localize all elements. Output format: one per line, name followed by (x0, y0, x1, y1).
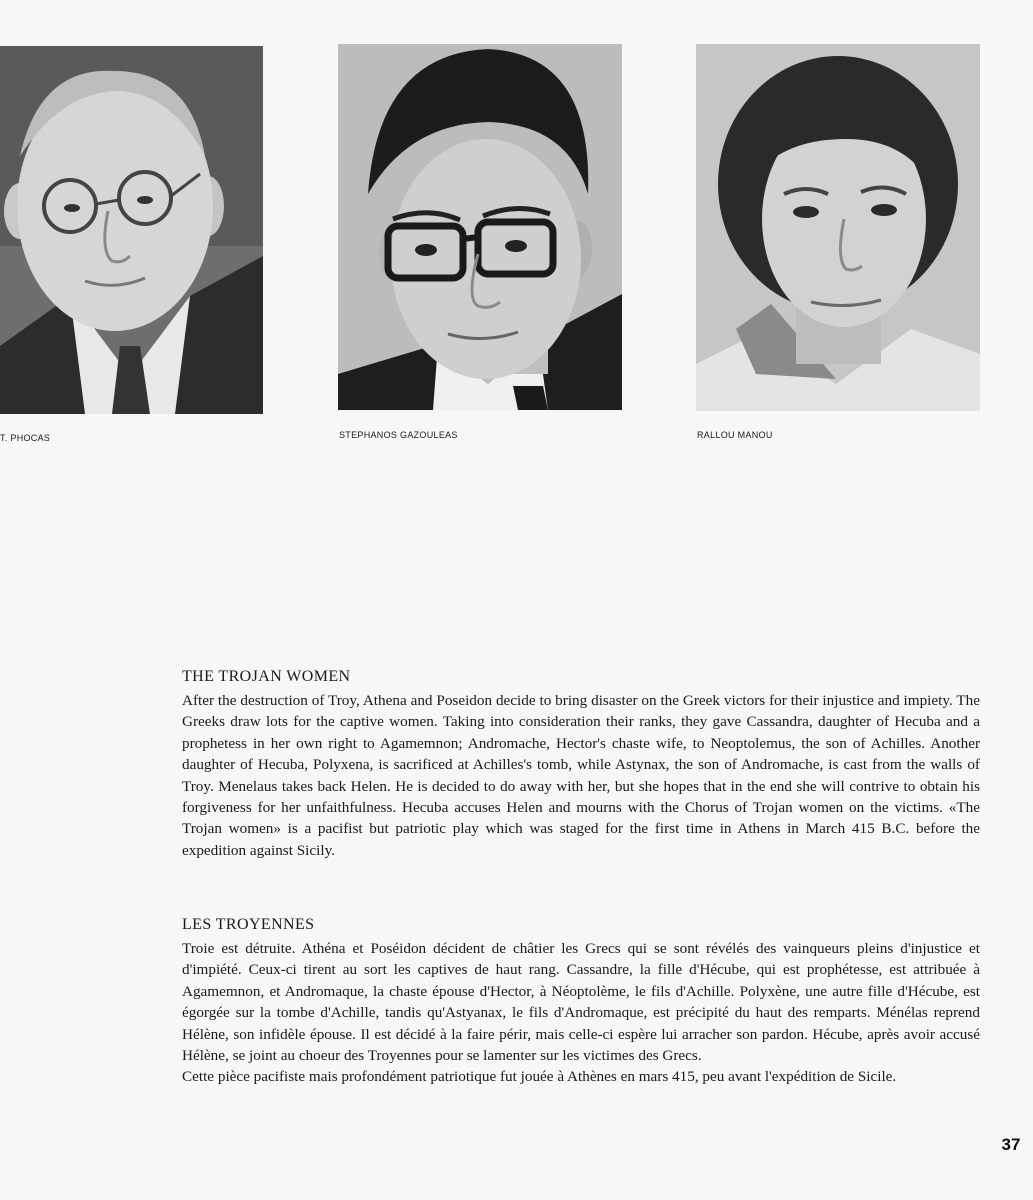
portrait-photo-manou (696, 44, 980, 411)
portrait-phocas-image (0, 46, 263, 414)
paragraph: After the destruction of Troy, Athena and Poseidon decide to bring disaster on the Greek victors for their injustice and impiety. The Greeks draw lots for the captive women. Taking into consideration their ranks, they gave Cassandra, daughter of Hecuba and a prophetess in her own right to Agamemnon; Andromache, Hector's chaste wife, to Neoptolemus, the son of Achilles. Another daughter of Hecuba, Polyxena, is sacrificed at Achilles's tomb, while Astynax, the son of Andromache, is cast from the walls of Troy. Menelaus takes back Helen. He is decided to do away with her, but she hopes that in the end she will contrive to obtain his forgiveness for her unfaithfulness. Hecuba accuses Helen and mourns with the Chorus of Trojan women on the victims. «The Trojan women» is a pacifist but patriotic play which was staged for the first time in Athens in March 415 B.C. before the expedition against Sicily. (182, 692, 980, 859)
section-title-english: THE TROJAN WOMEN (182, 668, 351, 685)
section-body-english (182, 690, 980, 861)
section-title-french: LES TROYENNES (182, 916, 315, 933)
paragraph: Troie est détruite. Athéna et Poséidon décident de châtier les Grecs qui se sont révélés des vainqueurs pleins d'injustice et d'impiété. Ceux-ci tirent au sort les captives de haut rang. Cassandre, la fille d'Hécube, qui est prophétesse, est attribuée à Agamemnon, et Andromaque, la chaste épouse d'Hector, à Néoptolème, le fils d'Achille. Polyxène, une autre fille d'Hécube, est égorgée sur la tombe d'Achille, tandis qu'Astyanax, le fils d'Andromaque, est précipité du haut des remparts. Ménélas reprend Hélène, son infidèle épouse. Il est décidé à la faire périr, mais celle-ci espère lui arracher son pardon. Hécube, après avoir accusé Hélène, se joint au choeur des Troyennes pour se lamenter sur les victimes des Grecs. (182, 940, 980, 1065)
paragraph: Cette pièce pacifiste mais profondément patriotique fut jouée à Athènes en mars 415, peu avant l'expédition de Sicile. (182, 1068, 897, 1086)
portrait-gazouleas-image (338, 44, 622, 410)
page-number: 37 (1001, 1135, 1021, 1154)
portrait-photo-gazouleas (338, 44, 622, 410)
portrait-caption-gazouleas: STEPHANOS GAZOULEAS (339, 430, 458, 440)
section-french (182, 916, 980, 1088)
section-body-french (182, 938, 980, 1088)
portrait-photo-phocas (0, 46, 263, 414)
portrait-caption-phocas: T. PHOCAS (0, 433, 51, 443)
section-english (182, 668, 980, 861)
portrait-manou-image (696, 44, 980, 411)
portrait-caption-manou: RALLOU MANOU (697, 430, 773, 440)
